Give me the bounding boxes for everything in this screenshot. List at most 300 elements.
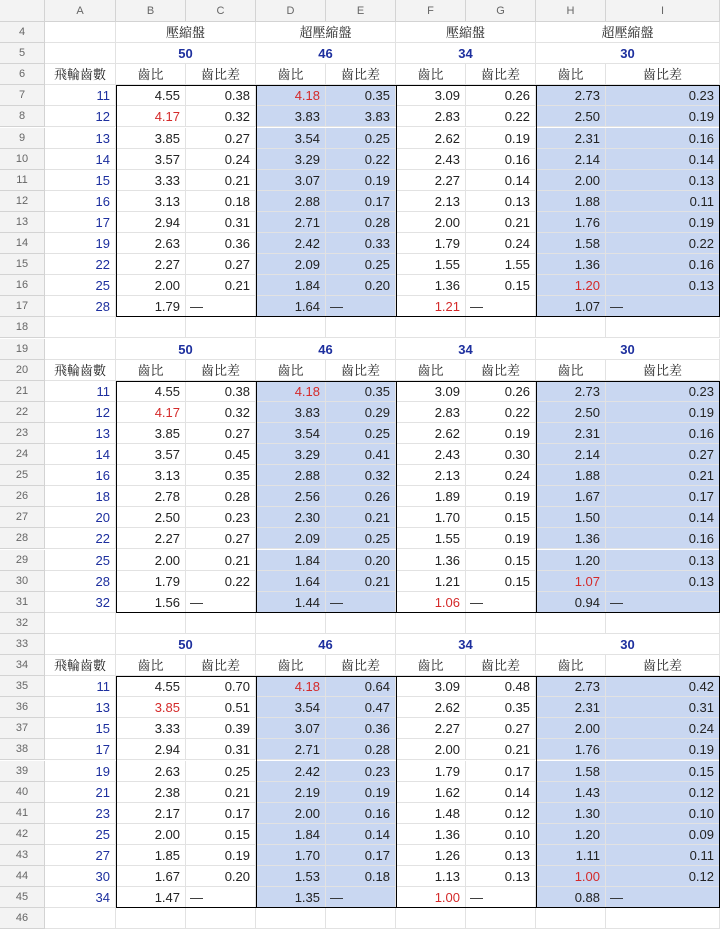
ratio-difference-cell[interactable]: 0.11 — [606, 191, 720, 212]
gear-ratio-header[interactable]: 齒比 — [396, 360, 466, 381]
ratio-difference-cell[interactable]: 0.13 — [606, 571, 720, 592]
cell[interactable] — [466, 613, 536, 634]
sprocket-teeth[interactable]: 12 — [45, 106, 116, 127]
ratio-difference-cell[interactable]: 0.27 — [186, 423, 256, 444]
gear-ratio-cell[interactable]: 1.64 — [256, 571, 326, 592]
ratio-difference-cell[interactable]: 0.14 — [326, 824, 396, 845]
gear-ratio-cell[interactable]: 2.14 — [536, 149, 606, 170]
gear-ratio-cell[interactable]: 2.30 — [256, 507, 326, 528]
row-number[interactable]: 6 — [0, 64, 45, 85]
ratio-difference-cell[interactable]: 0.28 — [326, 212, 396, 233]
ratio-difference-cell[interactable]: 0.16 — [466, 149, 536, 170]
gear-ratio-cell[interactable]: 3.57 — [116, 149, 186, 170]
gear-ratio-cell[interactable]: 2.31 — [536, 697, 606, 718]
ratio-difference-cell[interactable]: 0.19 — [466, 128, 536, 149]
gear-ratio-cell[interactable]: 3.09 — [396, 676, 466, 697]
gear-ratio-cell[interactable]: 0.94 — [536, 592, 606, 613]
gear-ratio-cell[interactable]: 2.31 — [536, 423, 606, 444]
ratio-difference-cell[interactable]: 0.26 — [466, 381, 536, 402]
gear-ratio-cell[interactable]: 0.88 — [536, 887, 606, 908]
ratio-difference-cell[interactable]: 0.19 — [606, 106, 720, 127]
cell[interactable] — [116, 317, 186, 338]
column-header-g[interactable]: G — [466, 0, 536, 22]
gear-ratio-cell[interactable]: 3.83 — [256, 106, 326, 127]
ratio-difference-cell[interactable]: 0.26 — [326, 486, 396, 507]
ratio-difference-cell[interactable]: 0.21 — [186, 275, 256, 296]
cell[interactable] — [396, 317, 466, 338]
gear-ratio-cell[interactable]: 4.55 — [116, 381, 186, 402]
gear-ratio-cell[interactable]: 1.70 — [256, 845, 326, 866]
ratio-difference-cell[interactable]: 0.36 — [326, 718, 396, 739]
gear-ratio-cell[interactable]: 1.30 — [536, 803, 606, 824]
gear-ratio-cell[interactable]: 1.55 — [396, 528, 466, 549]
gear-ratio-header[interactable]: 齒比 — [256, 64, 326, 85]
gear-ratio-cell[interactable]: 4.18 — [256, 676, 326, 697]
gear-ratio-header[interactable]: 齒比 — [116, 64, 186, 85]
gear-ratio-cell[interactable]: 1.88 — [536, 191, 606, 212]
cell[interactable] — [186, 613, 256, 634]
row-number[interactable]: 9 — [0, 128, 45, 149]
gear-ratio-cell[interactable]: 3.33 — [116, 718, 186, 739]
cell[interactable] — [396, 613, 466, 634]
cell[interactable] — [116, 613, 186, 634]
column-header-f[interactable]: F — [396, 0, 466, 22]
sprocket-teeth[interactable]: 13 — [45, 423, 116, 444]
cell[interactable] — [536, 317, 606, 338]
gear-ratio-cell[interactable]: 1.88 — [536, 465, 606, 486]
gear-ratio-cell[interactable]: 1.58 — [536, 761, 606, 782]
sprocket-column-header[interactable]: 飛輪齒數 — [45, 360, 116, 381]
ratio-difference-cell[interactable]: 0.25 — [326, 254, 396, 275]
gear-ratio-cell[interactable]: 2.19 — [256, 782, 326, 803]
cell[interactable] — [326, 317, 396, 338]
gear-ratio-cell[interactable]: 4.17 — [116, 106, 186, 127]
gear-ratio-cell[interactable]: 2.62 — [396, 697, 466, 718]
row-number[interactable]: 12 — [0, 191, 45, 212]
ratio-difference-cell[interactable]: 0.47 — [326, 697, 396, 718]
chainring-teeth[interactable]: 46 — [256, 43, 396, 64]
ratio-difference-header[interactable]: 齒比差 — [466, 655, 536, 676]
ratio-difference-cell[interactable]: 0.38 — [186, 381, 256, 402]
gear-ratio-cell[interactable]: 3.54 — [256, 128, 326, 149]
sprocket-teeth[interactable]: 21 — [45, 782, 116, 803]
ratio-difference-cell[interactable]: 0.29 — [326, 402, 396, 423]
gear-ratio-cell[interactable]: 2.27 — [116, 254, 186, 275]
gear-ratio-cell[interactable]: 1.64 — [256, 296, 326, 317]
ratio-difference-cell[interactable]: 0.14 — [466, 170, 536, 191]
gear-ratio-cell[interactable]: 2.50 — [116, 507, 186, 528]
gear-ratio-header[interactable]: 齒比 — [536, 655, 606, 676]
ratio-difference-header[interactable]: 齒比差 — [606, 360, 720, 381]
row-number[interactable]: 40 — [0, 782, 45, 803]
ratio-difference-cell[interactable]: 0.24 — [606, 718, 720, 739]
gear-ratio-cell[interactable]: 2.71 — [256, 739, 326, 760]
row-number[interactable]: 29 — [0, 550, 45, 571]
chainring-teeth[interactable]: 30 — [536, 634, 720, 655]
gear-ratio-cell[interactable]: 1.48 — [396, 803, 466, 824]
ratio-difference-cell[interactable]: — — [466, 592, 536, 613]
gear-ratio-cell[interactable]: 2.00 — [536, 718, 606, 739]
ratio-difference-cell[interactable]: 0.32 — [186, 106, 256, 127]
cell[interactable] — [45, 613, 116, 634]
ratio-difference-cell[interactable]: 0.14 — [606, 507, 720, 528]
gear-ratio-cell[interactable]: 1.55 — [396, 254, 466, 275]
sprocket-teeth[interactable]: 13 — [45, 128, 116, 149]
row-number[interactable]: 11 — [0, 170, 45, 191]
sprocket-teeth[interactable]: 12 — [45, 402, 116, 423]
ratio-difference-cell[interactable]: 0.23 — [186, 507, 256, 528]
row-number[interactable]: 15 — [0, 254, 45, 275]
ratio-difference-cell[interactable]: 0.11 — [606, 845, 720, 866]
ratio-difference-cell[interactable]: 0.26 — [466, 85, 536, 106]
ratio-difference-cell[interactable]: 0.19 — [606, 402, 720, 423]
ratio-difference-cell[interactable]: 0.30 — [466, 444, 536, 465]
ratio-difference-cell[interactable]: 0.22 — [466, 106, 536, 127]
gear-ratio-cell[interactable]: 1.84 — [256, 275, 326, 296]
ratio-difference-cell[interactable]: 0.19 — [606, 739, 720, 760]
gear-ratio-header[interactable]: 齒比 — [536, 64, 606, 85]
gear-ratio-cell[interactable]: 2.13 — [396, 191, 466, 212]
drivetrain-type-header[interactable]: 超壓縮盤 — [256, 22, 396, 43]
ratio-difference-cell[interactable]: 0.27 — [186, 254, 256, 275]
chainring-teeth[interactable]: 34 — [396, 634, 536, 655]
ratio-difference-cell[interactable]: 0.28 — [326, 739, 396, 760]
gear-ratio-cell[interactable]: 4.18 — [256, 381, 326, 402]
ratio-difference-header[interactable]: 齒比差 — [466, 64, 536, 85]
gear-ratio-cell[interactable]: 1.84 — [256, 824, 326, 845]
gear-ratio-cell[interactable]: 1.06 — [396, 592, 466, 613]
column-header-d[interactable]: D — [256, 0, 326, 22]
gear-ratio-cell[interactable]: 3.07 — [256, 170, 326, 191]
gear-ratio-cell[interactable]: 2.94 — [116, 212, 186, 233]
gear-ratio-cell[interactable]: 2.94 — [116, 739, 186, 760]
ratio-difference-cell[interactable]: 0.16 — [606, 423, 720, 444]
column-header-c[interactable]: C — [186, 0, 256, 22]
ratio-difference-cell[interactable]: 0.22 — [186, 571, 256, 592]
row-number[interactable]: 45 — [0, 887, 45, 908]
gear-ratio-cell[interactable]: 1.36 — [396, 550, 466, 571]
gear-ratio-cell[interactable]: 2.56 — [256, 486, 326, 507]
ratio-difference-cell[interactable]: 0.16 — [606, 128, 720, 149]
cell[interactable] — [606, 613, 720, 634]
column-header-a[interactable]: A — [45, 0, 116, 22]
ratio-difference-cell[interactable]: 0.15 — [186, 824, 256, 845]
gear-ratio-cell[interactable]: 2.63 — [116, 761, 186, 782]
ratio-difference-cell[interactable]: — — [186, 887, 256, 908]
ratio-difference-cell[interactable]: 0.10 — [606, 803, 720, 824]
gear-ratio-cell[interactable]: 3.07 — [256, 718, 326, 739]
gear-ratio-cell[interactable]: 1.36 — [396, 275, 466, 296]
gear-ratio-cell[interactable]: 2.73 — [536, 381, 606, 402]
ratio-difference-cell[interactable]: 0.15 — [466, 571, 536, 592]
gear-ratio-cell[interactable]: 1.11 — [536, 845, 606, 866]
gear-ratio-cell[interactable]: 1.20 — [536, 275, 606, 296]
gear-ratio-cell[interactable]: 3.85 — [116, 423, 186, 444]
chainring-teeth[interactable]: 30 — [536, 43, 720, 64]
cell[interactable] — [186, 317, 256, 338]
row-number[interactable]: 33 — [0, 634, 45, 655]
sprocket-teeth[interactable]: 19 — [45, 761, 116, 782]
cell[interactable] — [45, 22, 116, 43]
gear-ratio-cell[interactable]: 2.50 — [536, 106, 606, 127]
ratio-difference-cell[interactable]: 0.22 — [326, 149, 396, 170]
gear-ratio-cell[interactable]: 2.71 — [256, 212, 326, 233]
ratio-difference-cell[interactable]: 0.19 — [326, 782, 396, 803]
ratio-difference-cell[interactable]: 0.21 — [186, 170, 256, 191]
ratio-difference-cell[interactable]: 0.22 — [466, 402, 536, 423]
sprocket-teeth[interactable]: 28 — [45, 571, 116, 592]
ratio-difference-cell[interactable]: 0.17 — [466, 761, 536, 782]
ratio-difference-cell[interactable]: 0.23 — [326, 761, 396, 782]
gear-ratio-cell[interactable]: 2.73 — [536, 85, 606, 106]
gear-ratio-cell[interactable]: 1.62 — [396, 782, 466, 803]
gear-ratio-cell[interactable]: 2.38 — [116, 782, 186, 803]
ratio-difference-header[interactable]: 齒比差 — [606, 64, 720, 85]
ratio-difference-cell[interactable]: 0.24 — [186, 149, 256, 170]
sprocket-teeth[interactable]: 18 — [45, 486, 116, 507]
chainring-teeth[interactable]: 46 — [256, 339, 396, 360]
ratio-difference-cell[interactable]: 0.42 — [606, 676, 720, 697]
row-number[interactable]: 5 — [0, 43, 45, 64]
gear-ratio-cell[interactable]: 1.21 — [396, 571, 466, 592]
sprocket-teeth[interactable]: 23 — [45, 803, 116, 824]
row-number[interactable]: 23 — [0, 423, 45, 444]
sprocket-teeth[interactable]: 16 — [45, 191, 116, 212]
ratio-difference-cell[interactable]: 0.48 — [466, 676, 536, 697]
sprocket-teeth[interactable]: 11 — [45, 676, 116, 697]
cell[interactable] — [536, 613, 606, 634]
ratio-difference-cell[interactable]: 0.09 — [606, 824, 720, 845]
sprocket-teeth[interactable]: 15 — [45, 718, 116, 739]
ratio-difference-cell[interactable]: 0.51 — [186, 697, 256, 718]
ratio-difference-cell[interactable]: 0.32 — [186, 402, 256, 423]
gear-ratio-header[interactable]: 齒比 — [256, 655, 326, 676]
sprocket-teeth[interactable]: 30 — [45, 866, 116, 887]
ratio-difference-cell[interactable]: 0.21 — [466, 739, 536, 760]
ratio-difference-header[interactable]: 齒比差 — [326, 655, 396, 676]
ratio-difference-cell[interactable]: 0.14 — [606, 149, 720, 170]
cell[interactable] — [606, 317, 720, 338]
ratio-difference-cell[interactable]: — — [466, 887, 536, 908]
ratio-difference-cell[interactable]: 0.24 — [466, 233, 536, 254]
ratio-difference-cell[interactable]: 0.32 — [326, 465, 396, 486]
sprocket-teeth[interactable]: 16 — [45, 465, 116, 486]
row-number[interactable]: 25 — [0, 465, 45, 486]
gear-ratio-cell[interactable]: 1.44 — [256, 592, 326, 613]
row-number[interactable]: 37 — [0, 718, 45, 739]
gear-ratio-cell[interactable]: 1.50 — [536, 507, 606, 528]
gear-ratio-cell[interactable]: 2.27 — [396, 718, 466, 739]
ratio-difference-header[interactable]: 齒比差 — [186, 655, 256, 676]
chainring-teeth[interactable]: 50 — [116, 634, 256, 655]
ratio-difference-cell[interactable]: 0.31 — [186, 212, 256, 233]
gear-ratio-cell[interactable]: 1.70 — [396, 507, 466, 528]
ratio-difference-cell[interactable]: 0.18 — [326, 866, 396, 887]
gear-ratio-cell[interactable]: 1.89 — [396, 486, 466, 507]
gear-ratio-cell[interactable]: 2.50 — [536, 402, 606, 423]
gear-ratio-cell[interactable]: 1.56 — [116, 592, 186, 613]
sprocket-teeth[interactable]: 20 — [45, 507, 116, 528]
gear-ratio-cell[interactable]: 1.43 — [536, 782, 606, 803]
ratio-difference-cell[interactable]: 0.12 — [606, 782, 720, 803]
sprocket-teeth[interactable]: 13 — [45, 697, 116, 718]
row-number[interactable]: 20 — [0, 360, 45, 381]
ratio-difference-cell[interactable]: 0.25 — [186, 761, 256, 782]
ratio-difference-cell[interactable]: 0.25 — [326, 128, 396, 149]
gear-ratio-cell[interactable]: 2.09 — [256, 254, 326, 275]
chainring-teeth[interactable]: 30 — [536, 339, 720, 360]
gear-ratio-cell[interactable]: 1.79 — [116, 296, 186, 317]
gear-ratio-cell[interactable]: 1.79 — [396, 233, 466, 254]
cell[interactable] — [256, 317, 326, 338]
ratio-difference-cell[interactable]: 0.39 — [186, 718, 256, 739]
gear-ratio-cell[interactable]: 4.17 — [116, 402, 186, 423]
gear-ratio-cell[interactable]: 2.27 — [396, 170, 466, 191]
ratio-difference-cell[interactable]: 0.35 — [326, 85, 396, 106]
ratio-difference-cell[interactable]: 0.13 — [606, 550, 720, 571]
cell[interactable] — [45, 339, 116, 360]
chainring-teeth[interactable]: 34 — [396, 43, 536, 64]
cell[interactable] — [45, 317, 116, 338]
row-number[interactable]: 44 — [0, 866, 45, 887]
gear-ratio-header[interactable]: 齒比 — [256, 360, 326, 381]
gear-ratio-header[interactable]: 齒比 — [116, 655, 186, 676]
row-number[interactable]: 32 — [0, 613, 45, 634]
gear-ratio-cell[interactable]: 1.36 — [536, 254, 606, 275]
gear-ratio-cell[interactable]: 2.42 — [256, 761, 326, 782]
ratio-difference-cell[interactable]: 0.20 — [326, 275, 396, 296]
column-header-h[interactable]: H — [536, 0, 606, 22]
ratio-difference-cell[interactable]: 0.16 — [606, 528, 720, 549]
gear-ratio-cell[interactable]: 2.14 — [536, 444, 606, 465]
gear-ratio-header[interactable]: 齒比 — [396, 64, 466, 85]
row-number[interactable]: 18 — [0, 317, 45, 338]
cell[interactable] — [256, 613, 326, 634]
gear-ratio-cell[interactable]: 3.09 — [396, 381, 466, 402]
sprocket-teeth[interactable]: 14 — [45, 149, 116, 170]
gear-ratio-cell[interactable]: 3.33 — [116, 170, 186, 191]
ratio-difference-cell[interactable]: 0.38 — [186, 85, 256, 106]
sprocket-teeth[interactable]: 34 — [45, 887, 116, 908]
ratio-difference-cell[interactable]: 0.21 — [186, 782, 256, 803]
ratio-difference-cell[interactable]: 0.21 — [186, 550, 256, 571]
ratio-difference-cell[interactable]: 0.14 — [466, 782, 536, 803]
gear-ratio-cell[interactable]: 2.63 — [116, 233, 186, 254]
ratio-difference-cell[interactable]: 0.20 — [186, 866, 256, 887]
gear-ratio-cell[interactable]: 2.73 — [536, 676, 606, 697]
row-number[interactable]: 24 — [0, 444, 45, 465]
sprocket-column-header[interactable]: 飛輪齒數 — [45, 655, 116, 676]
gear-ratio-cell[interactable]: 2.09 — [256, 528, 326, 549]
ratio-difference-cell[interactable]: 0.23 — [606, 85, 720, 106]
row-number[interactable]: 4 — [0, 22, 45, 43]
gear-ratio-cell[interactable]: 3.13 — [116, 191, 186, 212]
gear-ratio-cell[interactable]: 2.62 — [396, 128, 466, 149]
chainring-teeth[interactable]: 50 — [116, 43, 256, 64]
ratio-difference-cell[interactable]: 0.36 — [186, 233, 256, 254]
gear-ratio-cell[interactable]: 2.88 — [256, 465, 326, 486]
ratio-difference-cell[interactable]: 0.12 — [466, 803, 536, 824]
ratio-difference-cell[interactable]: 0.27 — [606, 444, 720, 465]
gear-ratio-cell[interactable]: 1.76 — [536, 212, 606, 233]
ratio-difference-cell[interactable]: 0.27 — [186, 528, 256, 549]
ratio-difference-cell[interactable]: 0.19 — [466, 528, 536, 549]
sprocket-teeth[interactable]: 17 — [45, 212, 116, 233]
row-number[interactable]: 26 — [0, 486, 45, 507]
gear-ratio-cell[interactable]: 1.36 — [536, 528, 606, 549]
gear-ratio-cell[interactable]: 1.00 — [536, 866, 606, 887]
ratio-difference-cell[interactable]: 0.17 — [326, 191, 396, 212]
gear-ratio-cell[interactable]: 1.36 — [396, 824, 466, 845]
ratio-difference-cell[interactable]: — — [466, 296, 536, 317]
gear-ratio-cell[interactable]: 3.29 — [256, 149, 326, 170]
row-number[interactable]: 21 — [0, 381, 45, 402]
row-number[interactable]: 7 — [0, 85, 45, 106]
ratio-difference-cell[interactable]: 0.15 — [466, 550, 536, 571]
cell[interactable] — [45, 634, 116, 655]
ratio-difference-cell[interactable]: 0.19 — [466, 486, 536, 507]
gear-ratio-cell[interactable]: 1.20 — [536, 550, 606, 571]
row-number[interactable]: 14 — [0, 233, 45, 254]
row-number[interactable]: 17 — [0, 296, 45, 317]
gear-ratio-header[interactable]: 齒比 — [116, 360, 186, 381]
ratio-difference-cell[interactable]: 0.15 — [606, 761, 720, 782]
row-number[interactable]: 16 — [0, 275, 45, 296]
ratio-difference-cell[interactable]: — — [186, 592, 256, 613]
sprocket-teeth[interactable]: 28 — [45, 296, 116, 317]
gear-ratio-cell[interactable]: 3.83 — [256, 402, 326, 423]
gear-ratio-header[interactable]: 齒比 — [396, 655, 466, 676]
gear-ratio-cell[interactable]: 1.58 — [536, 233, 606, 254]
ratio-difference-cell[interactable]: 0.19 — [186, 845, 256, 866]
sprocket-teeth[interactable]: 11 — [45, 381, 116, 402]
sprocket-teeth[interactable]: 25 — [45, 275, 116, 296]
sprocket-teeth[interactable]: 17 — [45, 739, 116, 760]
ratio-difference-cell[interactable]: — — [606, 296, 720, 317]
gear-ratio-cell[interactable]: 3.85 — [116, 697, 186, 718]
gear-ratio-cell[interactable]: 2.00 — [536, 170, 606, 191]
ratio-difference-cell[interactable]: 1.55 — [466, 254, 536, 275]
ratio-difference-cell[interactable]: 0.23 — [606, 381, 720, 402]
row-number[interactable]: 30 — [0, 571, 45, 592]
ratio-difference-cell[interactable]: 0.64 — [326, 676, 396, 697]
gear-ratio-cell[interactable]: 3.09 — [396, 85, 466, 106]
sprocket-teeth[interactable]: 22 — [45, 254, 116, 275]
ratio-difference-header[interactable]: 齒比差 — [466, 360, 536, 381]
ratio-difference-cell[interactable]: — — [326, 592, 396, 613]
ratio-difference-cell[interactable]: 0.15 — [466, 275, 536, 296]
ratio-difference-cell[interactable]: 0.35 — [466, 697, 536, 718]
row-number[interactable]: 31 — [0, 592, 45, 613]
sprocket-teeth[interactable]: 15 — [45, 170, 116, 191]
ratio-difference-cell[interactable]: 0.31 — [186, 739, 256, 760]
ratio-difference-cell[interactable]: 0.19 — [606, 212, 720, 233]
gear-ratio-header[interactable]: 齒比 — [536, 360, 606, 381]
gear-ratio-cell[interactable]: 1.47 — [116, 887, 186, 908]
ratio-difference-header[interactable]: 齒比差 — [326, 64, 396, 85]
gear-ratio-cell[interactable]: 2.31 — [536, 128, 606, 149]
ratio-difference-cell[interactable]: 0.10 — [466, 824, 536, 845]
ratio-difference-cell[interactable]: 0.18 — [186, 191, 256, 212]
ratio-difference-cell[interactable]: 0.25 — [326, 528, 396, 549]
ratio-difference-cell[interactable]: 0.27 — [186, 128, 256, 149]
gear-ratio-cell[interactable]: 2.00 — [256, 803, 326, 824]
ratio-difference-cell[interactable]: — — [326, 296, 396, 317]
gear-ratio-cell[interactable]: 2.00 — [116, 824, 186, 845]
gear-ratio-cell[interactable]: 2.43 — [396, 444, 466, 465]
ratio-difference-cell[interactable]: 0.45 — [186, 444, 256, 465]
row-number[interactable]: 36 — [0, 697, 45, 718]
